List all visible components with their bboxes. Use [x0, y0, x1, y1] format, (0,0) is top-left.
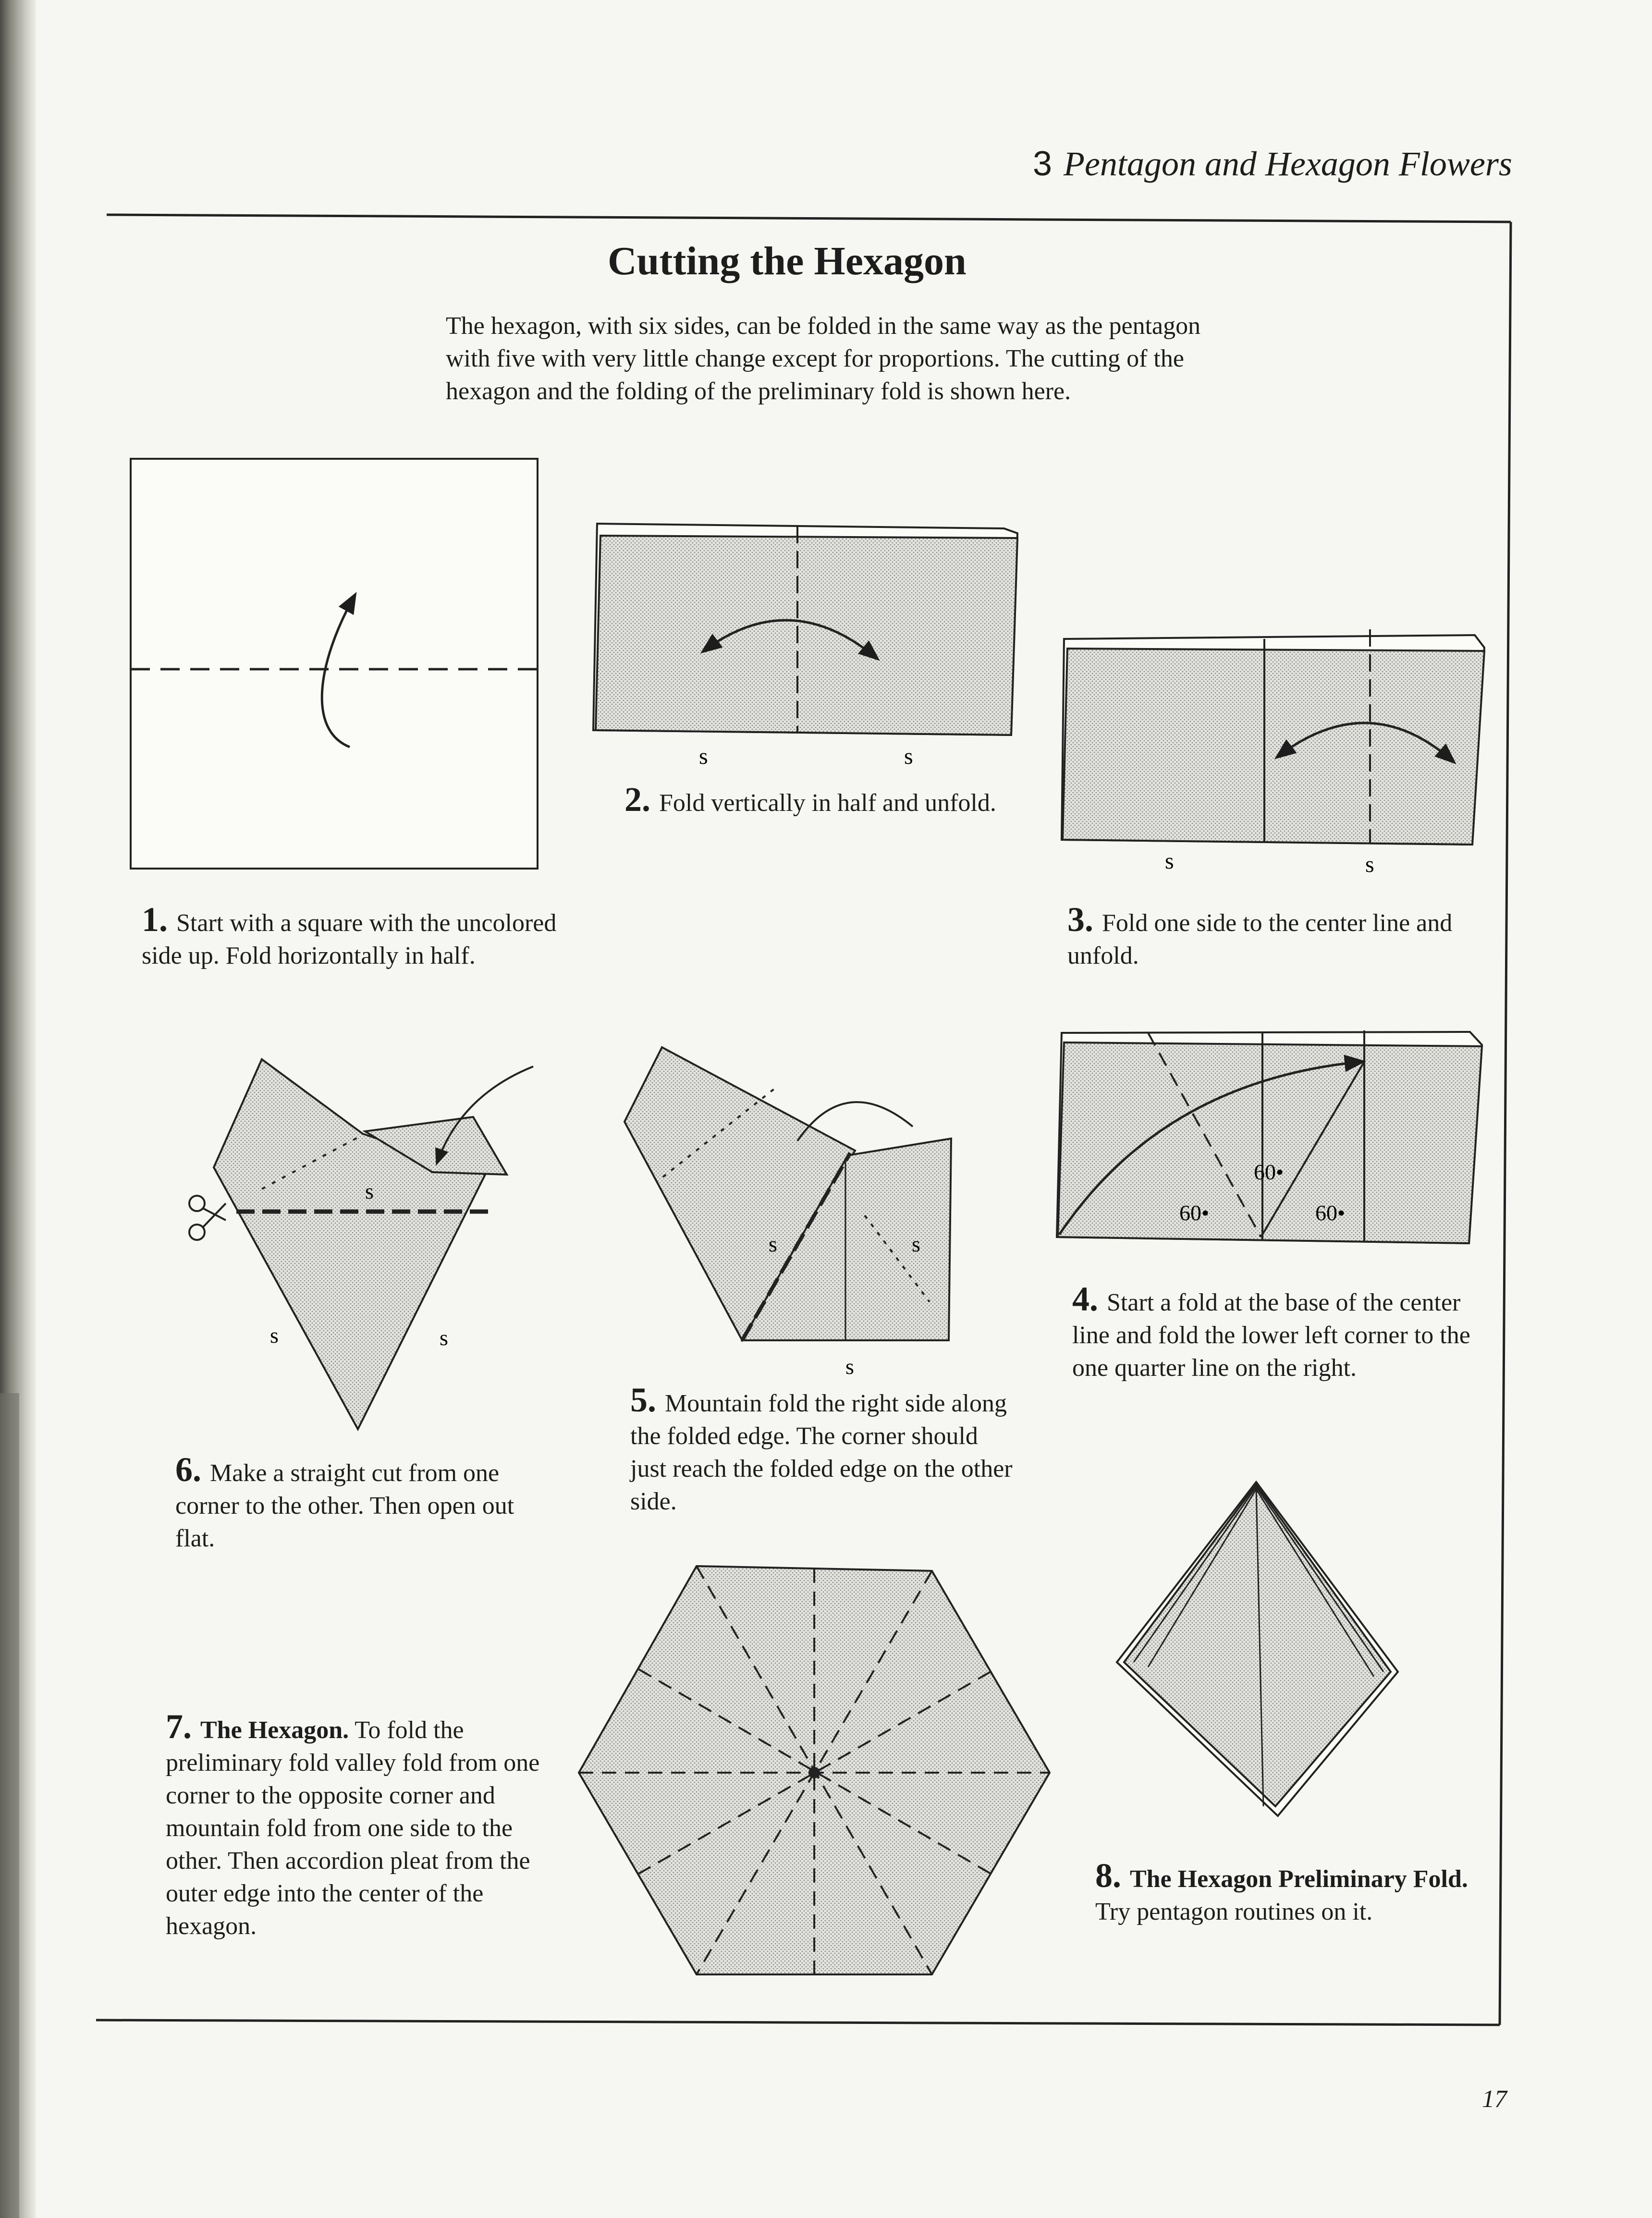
- step-4-caption: [1072, 1280, 1490, 1385]
- step4-diagram: [1057, 1030, 1482, 1243]
- step-text: Fold vertically in half and unfold.: [659, 789, 996, 817]
- step-number: 2.: [624, 780, 650, 819]
- step4-angle-right: 60•: [1315, 1201, 1346, 1225]
- step-bold-heading: The Hexagon.: [200, 1716, 349, 1744]
- step-number: 4.: [1072, 1280, 1098, 1318]
- running-head: [1033, 144, 1512, 184]
- step2-diagram: [593, 524, 1017, 769]
- step3-label-s-right: s: [1365, 852, 1374, 877]
- step-6-caption: [175, 1450, 560, 1555]
- intro-paragraph: The hexagon, with six sides, can be folded in the same way as the pentagon with five with very little change except for proportions. The cutting of the hexagon and the folding of the preliminary fold is shown here.: [446, 312, 1201, 405]
- step-5-caption: [630, 1381, 1015, 1518]
- step-text: Try pentagon routines on it.: [1095, 1898, 1373, 1925]
- step-text: Fold one side to the center line and unfold.: [1067, 909, 1453, 969]
- chapter-number: 3: [1033, 145, 1052, 183]
- step-3-caption: [1067, 900, 1490, 972]
- scissors-icon: [189, 1196, 226, 1240]
- step4-angle-left: 60•: [1179, 1201, 1210, 1225]
- step-bold-heading: The Hexagon Preliminary Fold.: [1130, 1865, 1468, 1893]
- step-text: To fold the preliminary fold valley fold from one corner to the opposite corner and mountain fold from one side to the other. Then accordion pleat from the outer edge into the center of the hexagon.: [166, 1716, 540, 1940]
- step6-label-s-left: s: [270, 1323, 279, 1348]
- step1-diagram: [131, 459, 538, 869]
- step6-diagram: [189, 1059, 533, 1429]
- step-1-caption: [142, 900, 574, 972]
- step5-label-s-left: s: [769, 1232, 777, 1256]
- step8-diagram: [1117, 1482, 1398, 1816]
- page-number: 17: [1482, 2085, 1507, 2113]
- step5-diagram: [624, 1047, 951, 1379]
- step-text: Make a straight cut from one corner to the other. Then open out flat.: [175, 1459, 514, 1552]
- step-text: Start a fold at the base of the center line and fold the lower left corner to the one quarter line on the right.: [1072, 1289, 1470, 1382]
- step3-label-s-left: s: [1165, 848, 1174, 874]
- step3-diagram: [1062, 629, 1484, 877]
- step-text: Start with a square with the uncolored side up. Fold horizontally in half.: [142, 909, 557, 969]
- step6-label-s-top: s: [365, 1179, 374, 1203]
- step2-label-s-right: s: [904, 744, 913, 769]
- step5-label-s-mid: s: [912, 1232, 920, 1256]
- step-text: Mountain fold the right side along the folded edge. The corner should just reach the folded edge on the other side.: [630, 1390, 1013, 1515]
- step-number: 5.: [630, 1381, 656, 1419]
- step-2-caption: [624, 780, 999, 820]
- step2-label-s-left: s: [699, 744, 708, 769]
- step-8-caption: [1095, 1856, 1480, 1928]
- step6-label-s-right: s: [440, 1325, 448, 1350]
- chapter-title: Pentagon and Hexagon Flowers: [1064, 145, 1512, 183]
- step-number: 3.: [1067, 900, 1093, 939]
- step5-label-s-bottom: s: [845, 1354, 854, 1379]
- step-number: 7.: [166, 1707, 192, 1746]
- step4-angle-top: 60•: [1254, 1160, 1284, 1184]
- step-7-caption: [166, 1707, 545, 1943]
- step-number: 1.: [142, 900, 168, 939]
- step-number: 6.: [175, 1450, 201, 1489]
- step-number: 8.: [1095, 1856, 1121, 1895]
- step7-hexagon-diagram: [579, 1566, 1050, 1974]
- page-title: Cutting the Hexagon: [608, 239, 967, 283]
